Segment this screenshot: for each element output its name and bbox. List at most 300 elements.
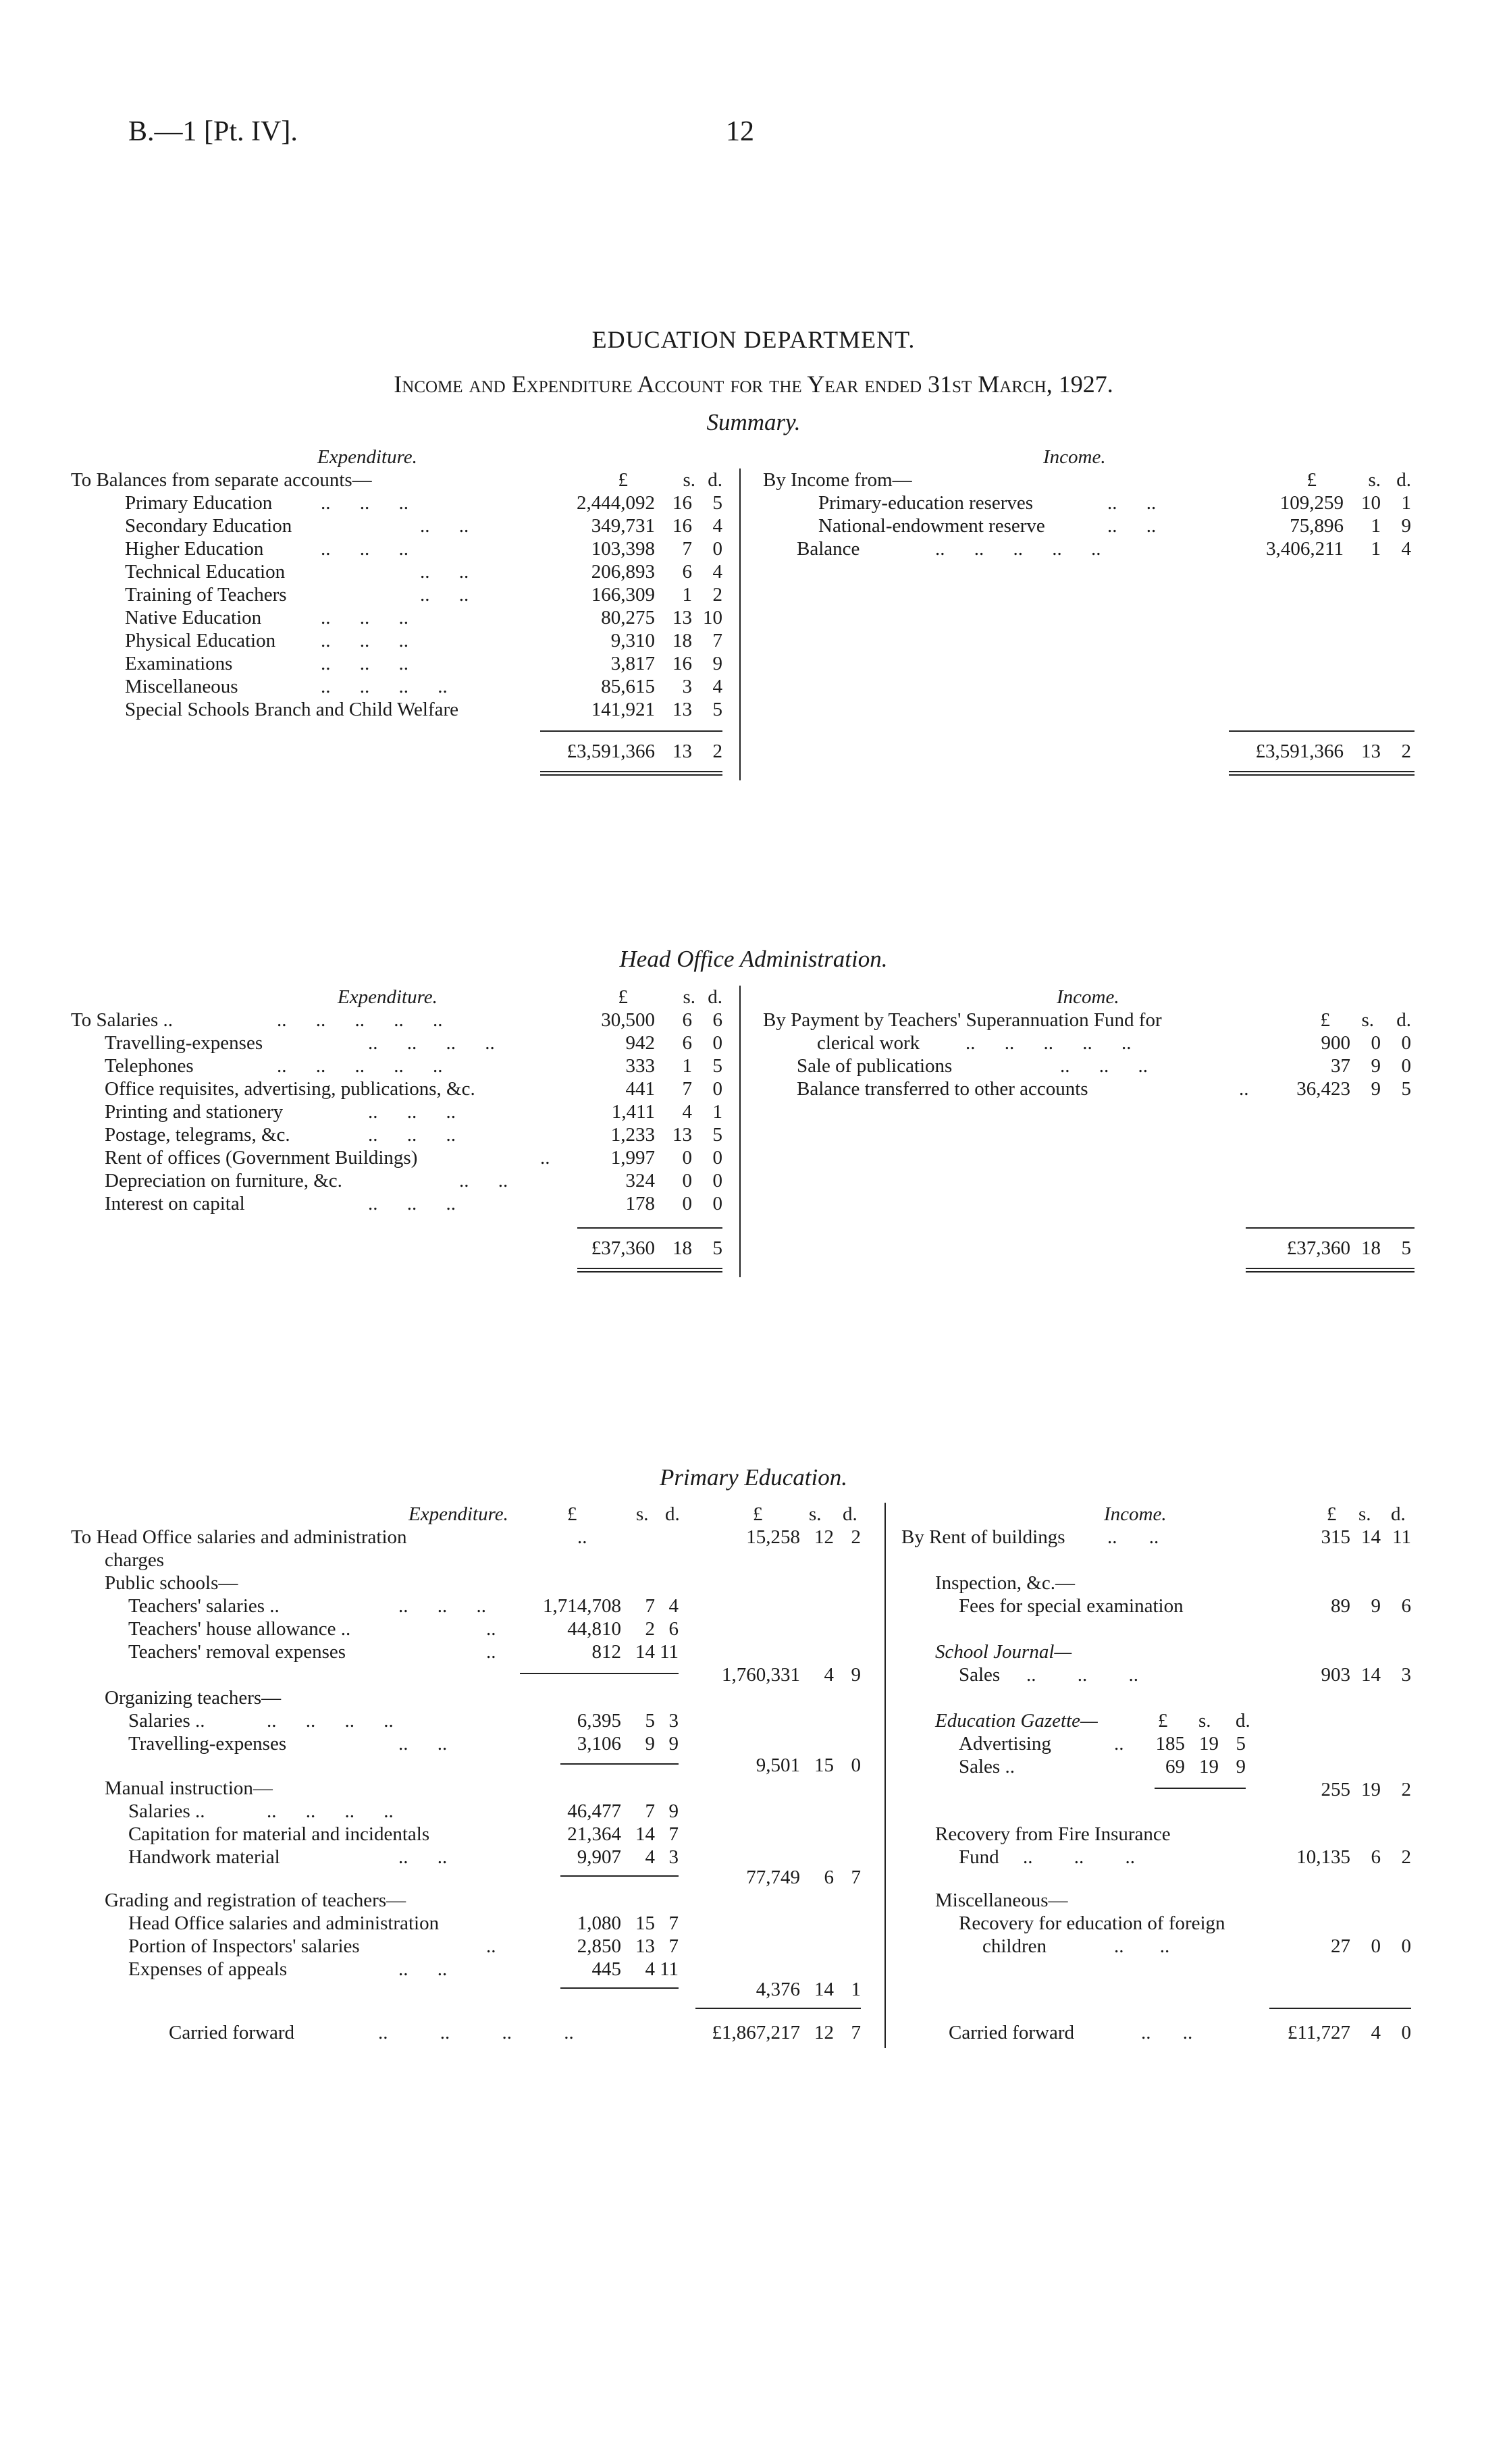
total-shillings: 13 — [1361, 741, 1381, 762]
row-pence: 0 — [1401, 1055, 1411, 1077]
row-label: Portion of Inspectors' salaries — [128, 1935, 360, 1957]
row-pence: 0 — [712, 1078, 722, 1100]
row-pence: 4 — [712, 561, 722, 583]
page-number: 12 — [726, 116, 754, 147]
row-shillings: 19 — [1199, 1733, 1219, 1755]
subtotal-shillings: 15 — [814, 1755, 834, 1776]
section-heading: Primary Education. — [659, 1464, 848, 1491]
row-label: Primary-education reserves — [818, 492, 1034, 514]
col-pounds: £ — [1158, 1710, 1168, 1732]
row-pounds: 349,731 — [591, 515, 655, 537]
row-pounds: 333 — [625, 1055, 655, 1077]
row-pence: 5 — [1401, 1078, 1411, 1100]
row-dots: .. .. .. .. — [267, 1800, 394, 1822]
row-label: Higher Education — [125, 538, 264, 560]
row-shillings: 2 — [645, 1618, 655, 1640]
row-label: Postage, telegrams, &c. — [105, 1124, 290, 1146]
row-pence: 0 — [1401, 1935, 1411, 1957]
row-label: Salaries .. — [128, 1800, 205, 1822]
expenditure-label: Expenditure. — [338, 986, 438, 1008]
row-pounds: 1,997 — [610, 1147, 655, 1169]
subtotal-rule — [560, 1763, 679, 1765]
carried-pence: 0 — [1401, 2022, 1411, 2043]
col-pounds: £ — [753, 1503, 763, 1525]
total-pounds: £37,360 — [591, 1237, 655, 1259]
row-pounds: 36,423 — [1296, 1078, 1350, 1100]
expenditure-label: Expenditure. — [408, 1503, 508, 1525]
row-dots: .. .. .. — [368, 1193, 456, 1214]
group-heading: Education Gazette— — [935, 1710, 1098, 1732]
row-pence: 7 — [668, 1823, 679, 1845]
row-dots: .. .. — [1107, 515, 1157, 537]
row-pence: 0 — [712, 1032, 722, 1054]
row-dots: .. .. — [398, 1733, 448, 1755]
group-heading: Miscellaneous— — [935, 1890, 1068, 1911]
row-dots: .. .. .. .. .. — [277, 1055, 443, 1077]
row-pounds: 75,896 — [1290, 515, 1344, 537]
row-shillings: 7 — [645, 1595, 655, 1617]
row-label: Secondary Education — [125, 515, 292, 537]
row-label: Technical Education — [125, 561, 286, 583]
subtotal-pounds: 255 — [1321, 1779, 1350, 1800]
row-dots: .. — [486, 1641, 496, 1663]
row-label: Teachers' house allowance .. — [128, 1618, 351, 1640]
row-pence: 2 — [851, 1526, 861, 1548]
col-shillings: s. — [1198, 1710, 1211, 1732]
row-pounds: 37 — [1331, 1055, 1350, 1077]
total-rule — [1246, 1227, 1415, 1229]
col-pounds: £ — [618, 469, 628, 491]
row-shillings: 0 — [682, 1147, 692, 1169]
col-pounds: £ — [567, 1503, 577, 1525]
row-pence: 5 — [712, 1124, 722, 1146]
row-pounds: 89 — [1331, 1595, 1350, 1617]
row-dots: .. .. .. .. .. — [966, 1032, 1132, 1054]
carried-forward-label: Carried forward — [949, 2022, 1074, 2043]
row-dots: .. — [1239, 1078, 1249, 1100]
row-pounds: 3,817 — [610, 653, 655, 674]
total-shillings: 18 — [1361, 1237, 1381, 1259]
row-pence: 7 — [712, 630, 722, 651]
subtotal-rule — [1155, 1788, 1246, 1789]
row-label-cont: charges — [105, 1549, 165, 1571]
col-pounds: £ — [1327, 1503, 1337, 1525]
row-pounds: 2,850 — [577, 1935, 621, 1957]
row-label: Miscellaneous — [125, 676, 238, 697]
row-pounds: 445 — [591, 1958, 621, 1980]
total-double-rule — [1229, 771, 1415, 776]
total-rule — [1229, 730, 1415, 732]
row-label: Fees for special examination — [959, 1595, 1184, 1617]
row-shillings: 6 — [682, 561, 692, 583]
row-pounds: 15,258 — [746, 1526, 800, 1548]
row-dots: .. .. .. — [321, 653, 408, 674]
row-pounds: 3,406,211 — [1266, 538, 1344, 560]
row-dots: .. .. .. — [321, 607, 408, 628]
row-shillings: 6 — [682, 1032, 692, 1054]
row-pounds: 1,714,708 — [543, 1595, 621, 1617]
row-shillings: 13 — [672, 699, 692, 720]
row-pounds: 109,259 — [1279, 492, 1344, 514]
row-dots: .. .. .. — [398, 1595, 486, 1617]
row-shillings: 1 — [1371, 538, 1381, 560]
row-shillings: 14 — [1361, 1526, 1381, 1548]
subtotal-pounds: 9,501 — [756, 1755, 800, 1776]
row-pounds: 178 — [625, 1193, 655, 1214]
row-label: Recovery for education of foreign — [959, 1912, 1225, 1934]
carried-shillings: 4 — [1371, 2022, 1381, 2043]
row-pounds: 6,395 — [577, 1710, 621, 1732]
section-heading: Head Office Administration. — [619, 946, 888, 972]
row-pounds: 2,444,092 — [577, 492, 655, 514]
subtotal-pence: 9 — [851, 1664, 861, 1686]
row-pounds: 9,907 — [577, 1846, 621, 1868]
row-pence: 0 — [712, 1147, 722, 1169]
total-pence: 2 — [1401, 741, 1411, 762]
column-divider — [739, 986, 741, 1277]
col-shillings: s. — [683, 986, 695, 1008]
row-label: Expenses of appeals — [128, 1958, 288, 1980]
total-rule — [577, 1227, 722, 1229]
group-heading: School Journal— — [935, 1641, 1072, 1663]
row-pounds: 85,615 — [601, 676, 655, 697]
row-dots: .. .. .. .. — [378, 2022, 574, 2043]
row-dots: .. .. — [1107, 1526, 1159, 1548]
row-shillings: 13 — [635, 1935, 655, 1957]
row-pence: 6 — [668, 1618, 679, 1640]
row-pounds: 1,080 — [577, 1912, 621, 1934]
row-shillings: 16 — [672, 515, 692, 537]
row-label: Balance — [797, 538, 860, 560]
row-dots: .. .. — [1107, 492, 1157, 514]
row-pence: 2 — [1401, 1846, 1411, 1868]
row-pence: 3 — [1401, 1664, 1411, 1686]
row-label: clerical work — [817, 1032, 920, 1054]
row-dots: .. .. .. — [1026, 1664, 1138, 1686]
document-title: EDUCATION DEPARTMENT. — [591, 326, 916, 353]
col-pounds: £ — [1306, 469, 1317, 491]
row-shillings: 6 — [1371, 1846, 1381, 1868]
row-pounds: 166,309 — [591, 584, 655, 606]
subtotal-pounds: 1,760,331 — [722, 1664, 800, 1686]
row-dots: .. — [540, 1147, 550, 1169]
col-pence: d. — [1396, 1009, 1411, 1031]
row-pence: 1 — [712, 1101, 722, 1123]
row-shillings: 7 — [645, 1800, 655, 1822]
subtotal-shillings: 19 — [1361, 1779, 1381, 1800]
row-label: Physical Education — [125, 630, 276, 651]
row-shillings: 3 — [682, 676, 692, 697]
total-rule — [695, 2008, 861, 2009]
row-label: Salaries .. — [128, 1710, 205, 1732]
row-shillings: 9 — [1371, 1078, 1381, 1100]
row-label: Recovery from Fire Insurance — [935, 1823, 1171, 1845]
carried-pounds: £1,867,217 — [712, 2022, 800, 2043]
col-pence: d. — [708, 986, 722, 1008]
col-pence: d. — [843, 1503, 857, 1525]
subtotal-rule — [560, 1987, 679, 1989]
row-label: Depreciation on furniture, &c. — [105, 1170, 342, 1191]
row-dots: .. .. — [420, 515, 469, 537]
row-dots: .. .. .. .. — [321, 676, 448, 697]
total-pounds: £3,591,366 — [566, 741, 655, 762]
row-shillings: 18 — [672, 630, 692, 651]
row-shillings: 6 — [682, 1009, 692, 1031]
row-dots: .. .. — [420, 561, 469, 583]
column-divider — [739, 468, 741, 780]
col-pence: d. — [665, 1503, 680, 1525]
row-pounds: 315 — [1321, 1526, 1350, 1548]
row-dots: .. .. .. — [1023, 1846, 1135, 1868]
group-heading: Manual instruction— — [105, 1777, 273, 1799]
row-dots: .. .. .. .. — [267, 1710, 394, 1732]
row-pounds: 44,810 — [567, 1618, 621, 1640]
row-dots: .. .. .. .. — [368, 1032, 495, 1054]
row-label: Interest on capital — [105, 1193, 245, 1214]
row-pence: 0 — [712, 538, 722, 560]
row-dots: .. .. .. — [321, 538, 408, 560]
row-pence: 11 — [660, 1641, 679, 1663]
row-pence: 11 — [660, 1958, 679, 1980]
total-rule — [540, 730, 722, 732]
row-pence: 7 — [668, 1935, 679, 1957]
row-dots: .. — [577, 1526, 587, 1548]
row-shillings: 9 — [1371, 1595, 1381, 1617]
row-dots: .. .. — [398, 1958, 448, 1980]
row-pounds: 812 — [591, 1641, 621, 1663]
row-pence: 9 — [668, 1800, 679, 1822]
row-label: Teachers' salaries .. — [128, 1595, 280, 1617]
total-pounds: £3,591,366 — [1255, 741, 1344, 762]
total-shillings: 18 — [672, 1237, 692, 1259]
row-shillings: 14 — [1361, 1664, 1381, 1686]
row-pounds: 69 — [1165, 1756, 1185, 1777]
col-pence: d. — [1391, 1503, 1406, 1525]
row-label: Office requisites, advertising, publications, &c. — [105, 1078, 475, 1100]
row-label: Head Office salaries and administration — [128, 1912, 440, 1934]
row-shillings: 4 — [645, 1958, 655, 1980]
row-shillings: 10 — [1361, 492, 1381, 514]
row-dots: .. .. — [398, 1846, 448, 1868]
group-heading: Public schools— — [105, 1572, 238, 1594]
row-pence: 0 — [712, 1193, 722, 1214]
row-label: To Salaries .. — [71, 1009, 173, 1031]
subtotal-pence: 0 — [851, 1755, 861, 1776]
row-dots: .. — [486, 1935, 496, 1957]
carried-pounds: £11,727 — [1287, 2022, 1350, 2043]
row-pence: 9 — [1236, 1756, 1246, 1777]
row-label: Sales — [959, 1664, 1001, 1686]
total-double-rule — [540, 771, 722, 776]
row-shillings: 16 — [672, 653, 692, 674]
row-shillings: 12 — [814, 1526, 834, 1548]
subtotal-shillings: 4 — [824, 1664, 834, 1686]
row-pence: 9 — [668, 1733, 679, 1755]
column-divider — [884, 1503, 886, 2048]
row-pounds: 1,411 — [611, 1101, 655, 1123]
row-dots: .. — [486, 1618, 496, 1640]
col-pounds: £ — [1320, 1009, 1330, 1031]
row-pounds: 324 — [625, 1170, 655, 1191]
row-pounds: 900 — [1321, 1032, 1350, 1054]
row-label: Sale of publications — [797, 1055, 953, 1077]
row-pounds: 185 — [1155, 1733, 1185, 1755]
row-shillings: 4 — [682, 1101, 692, 1123]
total-double-rule — [577, 1268, 722, 1273]
col-pence: d. — [1236, 1710, 1250, 1732]
row-label: Telephones — [105, 1055, 194, 1077]
row-dots: .. .. .. — [1060, 1055, 1148, 1077]
row-label: To Head Office salaries and administration — [71, 1526, 407, 1548]
row-dots: .. .. .. — [321, 630, 408, 651]
row-pence: 5 — [712, 699, 722, 720]
row-pounds: 1,233 — [610, 1124, 655, 1146]
subtotal-rule — [560, 1875, 679, 1877]
row-shillings: 0 — [682, 1193, 692, 1214]
row-label: Travelling-expenses — [105, 1032, 263, 1054]
row-shillings: 19 — [1199, 1756, 1219, 1777]
income-label: Income. — [1043, 446, 1106, 468]
row-label: National-endowment reserve — [818, 515, 1045, 537]
row-pence: 10 — [703, 607, 722, 628]
row-pounds: 80,275 — [601, 607, 655, 628]
row-pence: 3 — [668, 1846, 679, 1868]
row-pounds: 46,477 — [567, 1800, 621, 1822]
row-shillings: 15 — [635, 1912, 655, 1934]
row-dots: .. .. — [1141, 2022, 1193, 2043]
row-label-cont: children — [982, 1935, 1047, 1957]
row-pence: 7 — [668, 1912, 679, 1934]
total-pence: 2 — [712, 741, 722, 762]
row-shillings: 1 — [1371, 515, 1381, 537]
row-dots: .. .. — [459, 1170, 508, 1191]
row-pence: 11 — [1392, 1526, 1411, 1548]
row-pence: 3 — [668, 1710, 679, 1732]
row-label: Teachers' removal expenses — [128, 1641, 346, 1663]
total-double-rule — [1246, 1268, 1415, 1273]
row-dots: .. .. .. — [368, 1101, 456, 1123]
total-pence: 5 — [1401, 1237, 1411, 1259]
row-label: Special Schools Branch and Child Welfare — [125, 699, 459, 720]
row-dots: .. — [1114, 1733, 1124, 1755]
row-pounds: 3,106 — [577, 1733, 621, 1755]
row-pounds: 10,135 — [1296, 1846, 1350, 1868]
expenditure-intro: To Balances from separate accounts— — [71, 469, 372, 491]
row-dots: .. .. .. — [321, 492, 408, 514]
col-shillings: s. — [1358, 1503, 1371, 1525]
section-heading: Summary. — [706, 409, 801, 435]
document-subtitle: Income and Expenditure Account for the Year ended 31st March, 1927. — [394, 371, 1113, 398]
row-pence: 4 — [668, 1595, 679, 1617]
row-pence: 5 — [712, 492, 722, 514]
col-shillings: s. — [683, 469, 695, 491]
row-dots: .. .. — [420, 584, 469, 606]
col-pence: d. — [708, 469, 722, 491]
income-label: Income. — [1057, 986, 1119, 1008]
row-dots: .. .. .. .. .. — [277, 1009, 443, 1031]
subtotal-shillings: 6 — [824, 1867, 834, 1888]
row-shillings: 16 — [672, 492, 692, 514]
carried-forward-label: Carried forward — [169, 2022, 294, 2043]
row-label-cont: Fund — [959, 1846, 999, 1868]
row-shillings: 14 — [635, 1823, 655, 1845]
row-pounds: 21,364 — [567, 1823, 621, 1845]
income-intro: By Income from— — [763, 469, 912, 491]
subtotal-pence: 7 — [851, 1867, 861, 1888]
row-shillings: 1 — [682, 584, 692, 606]
total-pounds: £37,360 — [1286, 1237, 1350, 1259]
subtotal-rule — [520, 1673, 679, 1674]
row-pence: 1 — [1401, 492, 1411, 514]
row-label: Capitation for material and incidentals — [128, 1823, 430, 1845]
row-pence: 2 — [712, 584, 722, 606]
row-shillings: 4 — [645, 1846, 655, 1868]
row-pounds: 441 — [625, 1078, 655, 1100]
row-dots: .. .. .. — [368, 1124, 456, 1146]
row-label: Primary Education — [125, 492, 273, 514]
row-pounds: 30,500 — [601, 1009, 655, 1031]
row-pounds: 141,921 — [591, 699, 655, 720]
subtotal-shillings: 14 — [814, 1979, 834, 2000]
group-heading: Organizing teachers— — [105, 1687, 282, 1709]
row-pence: 6 — [712, 1009, 722, 1031]
row-pounds: 206,893 — [591, 561, 655, 583]
page-reference: B.—1 [Pt. IV]. — [128, 116, 298, 147]
income-label: Income. — [1104, 1503, 1167, 1525]
row-pence: 4 — [712, 676, 722, 697]
total-shillings: 13 — [672, 741, 692, 762]
group-heading: Grading and registration of teachers— — [105, 1890, 406, 1911]
row-dots: .. .. — [1114, 1935, 1170, 1957]
carried-shillings: 12 — [814, 2022, 834, 2043]
row-shillings: 1 — [682, 1055, 692, 1077]
row-label: Examinations — [125, 653, 233, 674]
row-label: Native Education — [125, 607, 262, 628]
subtotal-pounds: 77,749 — [746, 1867, 800, 1888]
group-heading: Inspection, &c.— — [935, 1572, 1075, 1594]
row-pence: 9 — [1401, 515, 1411, 537]
col-pounds: £ — [618, 986, 628, 1008]
row-shillings: 9 — [645, 1733, 655, 1755]
row-shillings: 14 — [635, 1641, 655, 1663]
total-pence: 5 — [712, 1237, 722, 1259]
row-shillings: 9 — [1371, 1055, 1381, 1077]
row-shillings: 0 — [1371, 1032, 1381, 1054]
row-label: Travelling-expenses — [128, 1733, 287, 1755]
expenditure-label: Expenditure. — [317, 446, 417, 468]
row-pence: 4 — [712, 515, 722, 537]
row-label: By Payment by Teachers' Superannuation Fund for — [763, 1009, 1162, 1031]
row-label: Sales .. — [959, 1756, 1015, 1777]
subtotal-pence: 1 — [851, 1979, 861, 2000]
row-pounds: 27 — [1331, 1935, 1350, 1957]
row-label: Advertising — [959, 1733, 1051, 1755]
row-shillings: 0 — [682, 1170, 692, 1191]
col-shillings: s. — [809, 1503, 822, 1525]
row-label: Printing and stationery — [105, 1101, 284, 1123]
row-pence: 6 — [1401, 1595, 1411, 1617]
row-shillings: 13 — [672, 607, 692, 628]
row-label: By Rent of buildings — [901, 1526, 1065, 1548]
row-label: Balance transferred to other accounts — [797, 1078, 1088, 1100]
row-shillings: 5 — [645, 1710, 655, 1732]
col-shillings: s. — [636, 1503, 649, 1525]
row-pence: 4 — [1401, 538, 1411, 560]
row-pence: 9 — [712, 653, 722, 674]
row-pounds: 103,398 — [591, 538, 655, 560]
row-shillings: 0 — [1371, 1935, 1381, 1957]
row-pounds: 903 — [1321, 1664, 1350, 1686]
